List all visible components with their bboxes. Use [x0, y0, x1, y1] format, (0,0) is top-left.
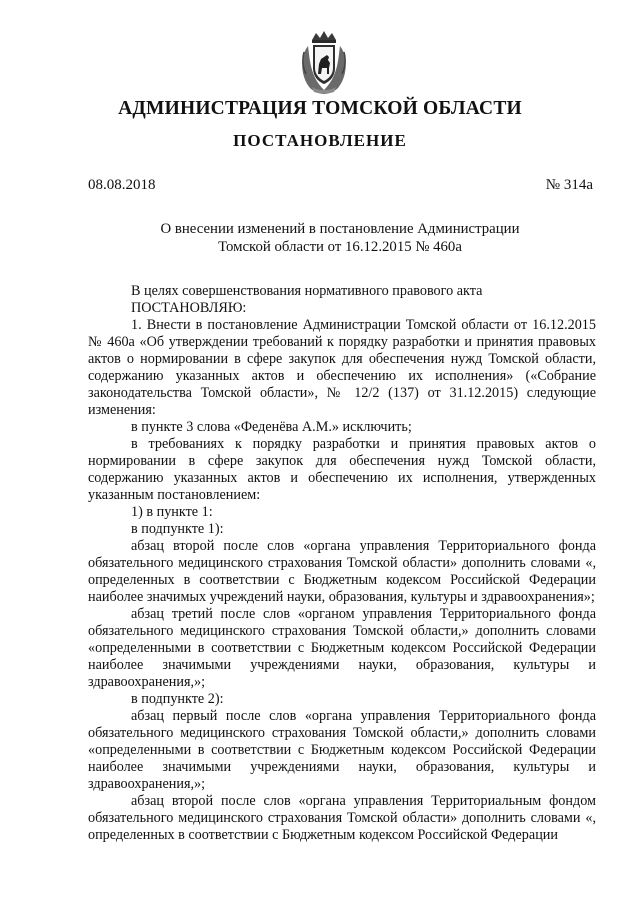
- body-paragraph-5: в требованиях к порядку разработки и принятия правовых актов о нормировании в сфере закупок для обеспечения нужд Томской области, содержанию указанных актов и обеспечению их исполнения, утвержденных указанным постановлением:: [88, 436, 596, 503]
- body-paragraph-12: абзац второй после слов «органа управления Территориальным фондом обязательного медицинского страхования Томской области» дополнить словами «, определенных в соответствии с Бюджетным кодексом Российской Федерации: [88, 793, 596, 843]
- body-paragraph-8: абзац второй после слов «органа управления Территориального фонда обязательного медицинского страхования Томской области» дополнить словами «, определенных в соответствии с Бюджетным кодексом Российской Федерации наиболее значимых учреждений науки, образования, культуры и здравоохранения»;: [88, 538, 596, 605]
- organization-title: АДМИНИСТРАЦИЯ ТОМСКОЙ ОБЛАСТИ: [118, 98, 522, 119]
- document-date: 08.08.2018: [88, 177, 156, 193]
- document-type-title: ПОСТАНОВЛЕНИЕ: [233, 131, 407, 150]
- body-paragraph-6: 1) в пункте 1:: [131, 504, 213, 520]
- document-number: № 314а: [545, 177, 593, 193]
- body-paragraph-4: в пункте 3 слова «Феденёва А.М.» исключить;: [131, 419, 412, 435]
- subject-line-1: О внесении изменений в постановление Администрации: [160, 221, 520, 237]
- body-paragraph-11: абзац первый после слов «органа управления Территориального фонда обязательного медицинского страхования Томской области,» дополнить словами «определенными в соответствии с Бюджетным кодексом Российской Федерации наиболее значимыми учреждениями науки, образования, культуры и здравоохранения,»;: [88, 708, 596, 792]
- document-subject: [90, 220, 590, 256]
- document-body: [88, 283, 596, 844]
- subject-line-2: Томской области от 16.12.2015 № 460а: [218, 239, 462, 255]
- body-paragraph-3: 1. Внести в постановление Администрации Томской области от 16.12.2015 № 460а «Об утверждении требований к порядку разработки и принятия правовых актов о нормировании в сфере закупок для обеспечения нужд Томской области, содержанию указанных актов и обеспечению их исполнения» («Собрание законодательства Томской области», № 12/2 (137) от 31.12.2015) следующие изменения:: [88, 317, 596, 418]
- body-paragraph-1: В целях совершенствования нормативного правового акта: [131, 283, 483, 299]
- body-paragraph-7: в подпункте 1):: [131, 521, 224, 537]
- body-paragraph-10: в подпункте 2):: [131, 691, 224, 707]
- tomsk-region-coat-of-arms-icon: [298, 30, 350, 96]
- body-paragraph-2: ПОСТАНОВЛЯЮ:: [131, 300, 247, 316]
- body-paragraph-9: абзац третий после слов «органом управления Территориального фонда обязательного медицинского страхования Томской области,» дополнить словами «определенными в соответствии с Бюджетным кодексом Российской Федерации наиболее значимыми учреждениями науки, образования, культуры и здравоохранения,»;: [88, 606, 596, 690]
